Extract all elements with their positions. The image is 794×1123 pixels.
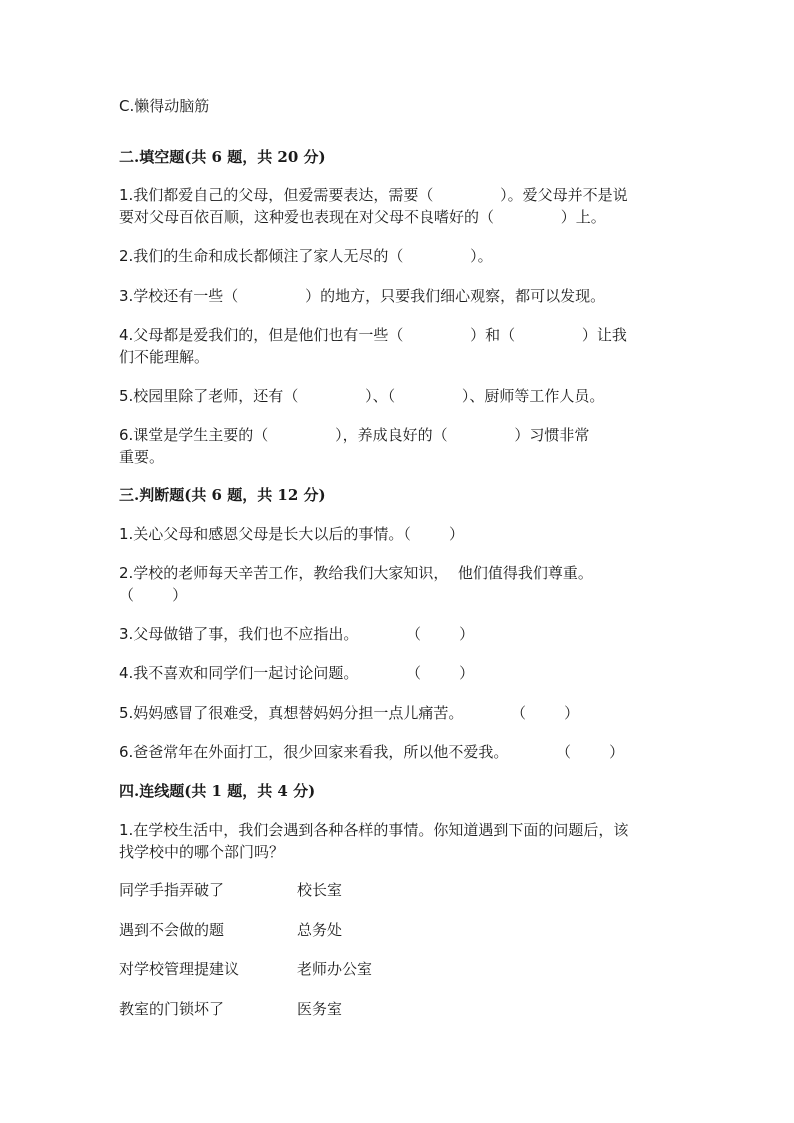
match-right-item: 总务处: [297, 921, 343, 939]
judge-q3: 3.父母做错了事，我们也不应指出。 （ ）: [119, 625, 475, 643]
option-c: C.懒得动脑筋: [119, 97, 210, 115]
match-left-item: 同学手指弄破了: [119, 881, 225, 899]
match-q1-line1: 1.在学校生活中，我们会遇到各种各样的事情。你知道遇到下面的问题后，该: [119, 821, 629, 839]
match-right-item: 医务室: [297, 1000, 343, 1018]
section-2-heading: 二.填空题(共 6 题，共 20 分): [119, 148, 326, 166]
fill-q3: 3.学校还有一些（ ）的地方，只要我们细心观察，都可以发现。: [119, 287, 606, 305]
fill-q5: 5.校园里除了老师，还有（ ）、（ ）、厨师等工作人员。: [119, 387, 605, 405]
judge-q2-line1: 2.学校的老师每天辛苦工作，教给我们大家知识， 他们值得我们尊重。: [119, 564, 593, 582]
match-q1-line2: 找学校中的哪个部门吗？: [119, 843, 285, 861]
fill-q2: 2.我们的生命和成长都倾注了家人无尽的（ ）。: [119, 247, 493, 265]
fill-q4-line1: 4.父母都是爱我们的，但是他们也有一些（ ）和（ ）让我: [119, 326, 627, 344]
fill-q1-line1: 1.我们都爱自己的父母，但爱需要表达，需要（ ）。爱父母并不是说: [119, 186, 628, 204]
judge-q4: 4.我不喜欢和同学们一起讨论问题。 （ ）: [119, 664, 475, 682]
section-3-heading: 三.判断题(共 6 题，共 12 分): [119, 486, 326, 504]
fill-q6-line2: 重要。: [119, 448, 165, 466]
judge-q2-line2: （ ）: [119, 586, 188, 604]
match-left-item: 对学校管理提建议: [119, 960, 240, 978]
fill-q1-line2: 要对父母百依百顺，这种爱也表现在对父母不良嗜好的（ ）上。: [119, 208, 606, 226]
match-left-item: 遇到不会做的题: [119, 921, 225, 939]
judge-q6: 6.爸爸常年在外面打工，很少回家来看我，所以他不爱我。 （ ）: [119, 743, 625, 761]
match-right-item: 老师办公室: [297, 960, 373, 978]
judge-q1: 1.关心父母和感恩父母是长大以后的事情。（ ）: [119, 525, 464, 543]
match-right-item: 校长室: [297, 881, 343, 899]
judge-q5: 5.妈妈感冒了很难受，真想替妈妈分担一点儿痛苦。 （ ）: [119, 704, 580, 722]
fill-q6-line1: 6.课堂是学生主要的（ ），养成良好的（ ）习惯非常: [119, 426, 590, 444]
match-left-item: 教室的门锁坏了: [119, 1000, 225, 1018]
section-4-heading: 四.连线题(共 1 题，共 4 分): [119, 782, 316, 800]
fill-q4-line2: 们不能理解。: [119, 348, 210, 366]
